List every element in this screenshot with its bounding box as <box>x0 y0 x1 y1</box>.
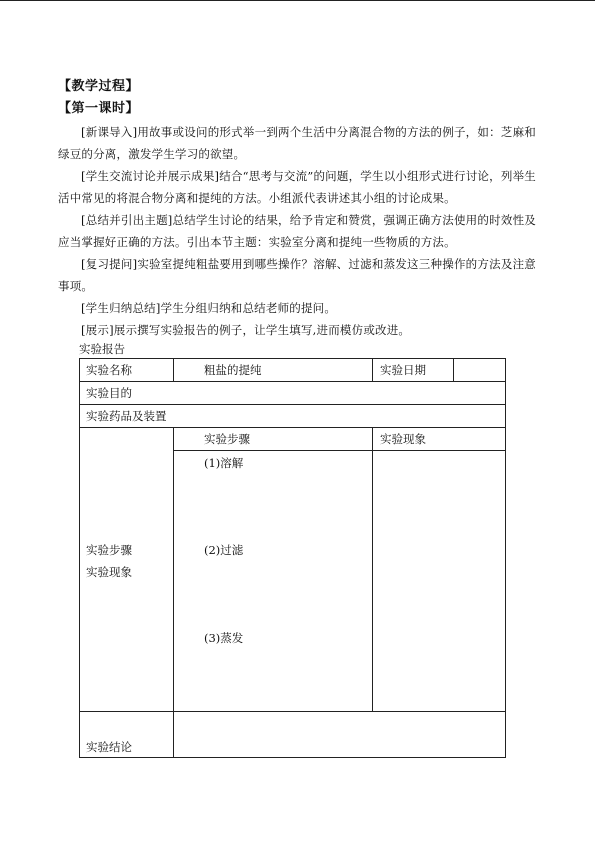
paragraph-demonstration: [展示]展示撰写实验报告的例子，让学生填写,进而模仿或改进。 <box>81 323 411 337</box>
section-heading-first-lesson: 【第一课时】 <box>58 101 140 116</box>
experiment-report-table <box>79 358 506 758</box>
cell-step-evaporate: (3)蒸发 <box>204 631 244 645</box>
paragraph-review-question: [复习提问]实验室提纯粗盐要用到哪些操作？溶解、过滤和蒸发这三种操作的方法及注意事项。 <box>58 257 536 293</box>
top-rule <box>0 0 595 1</box>
cell-phenomena-header: 实验现象 <box>380 432 426 446</box>
table-rule <box>372 427 373 711</box>
cell-name-label: 实验名称 <box>86 363 132 377</box>
cell-step-filter: (2)过滤 <box>204 543 244 557</box>
table-rule <box>372 358 373 381</box>
table-rule <box>79 711 506 712</box>
cell-steps-label: 实验步骤 <box>86 543 132 557</box>
cell-conclusion-label: 实验结论 <box>86 740 132 754</box>
table-rule <box>79 381 506 382</box>
cell-steps-header: 实验步骤 <box>204 432 250 446</box>
table-rule <box>173 450 506 451</box>
table-rule <box>453 358 454 381</box>
section-heading-teaching-process: 【教学过程】 <box>58 79 140 94</box>
cell-step-dissolve: (1)溶解 <box>204 456 244 470</box>
report-caption: 实验报告 <box>79 342 125 356</box>
table-rule <box>79 427 506 428</box>
cell-name-value: 粗盐的提纯 <box>204 363 262 377</box>
cell-reagents-label: 实验药品及装置 <box>86 409 167 423</box>
table-rule <box>79 358 506 359</box>
table-rule <box>79 757 506 758</box>
table-rule <box>505 358 506 758</box>
paragraph-discussion: [学生交流讨论并展示成果]结合“思考与交流”的问题，学生以小组形式进行讨论，列举生活中常见的将混合物分离和提纯的方法。小组派代表讲述其小组的讨论成果。 <box>58 169 536 205</box>
paragraph-student-summary: [学生归纳总结]学生分组归纳和总结老师的提问。 <box>81 301 337 315</box>
cell-phenomena-label: 实验现象 <box>86 565 132 579</box>
table-rule <box>173 427 174 758</box>
table-rule <box>79 358 80 758</box>
paragraph-summary: [总结并引出主题]总结学生讨论的结果，给予肯定和赞赏，强调正确方法使用的时效性及应当掌握好正确的方法。引出本节主题：实验室分离和提纯一些物质的方法。 <box>58 213 536 249</box>
table-rule <box>173 358 174 381</box>
cell-purpose-label: 实验目的 <box>86 386 132 400</box>
table-rule <box>79 404 506 405</box>
paragraph-introduction: [新课导入]用故事或设问的形式举一到两个生活中分离混合物的方法的例子，如：芝麻和绿豆的分离，激发学生学习的欲望。 <box>58 125 536 161</box>
cell-date-label: 实验日期 <box>380 363 426 377</box>
